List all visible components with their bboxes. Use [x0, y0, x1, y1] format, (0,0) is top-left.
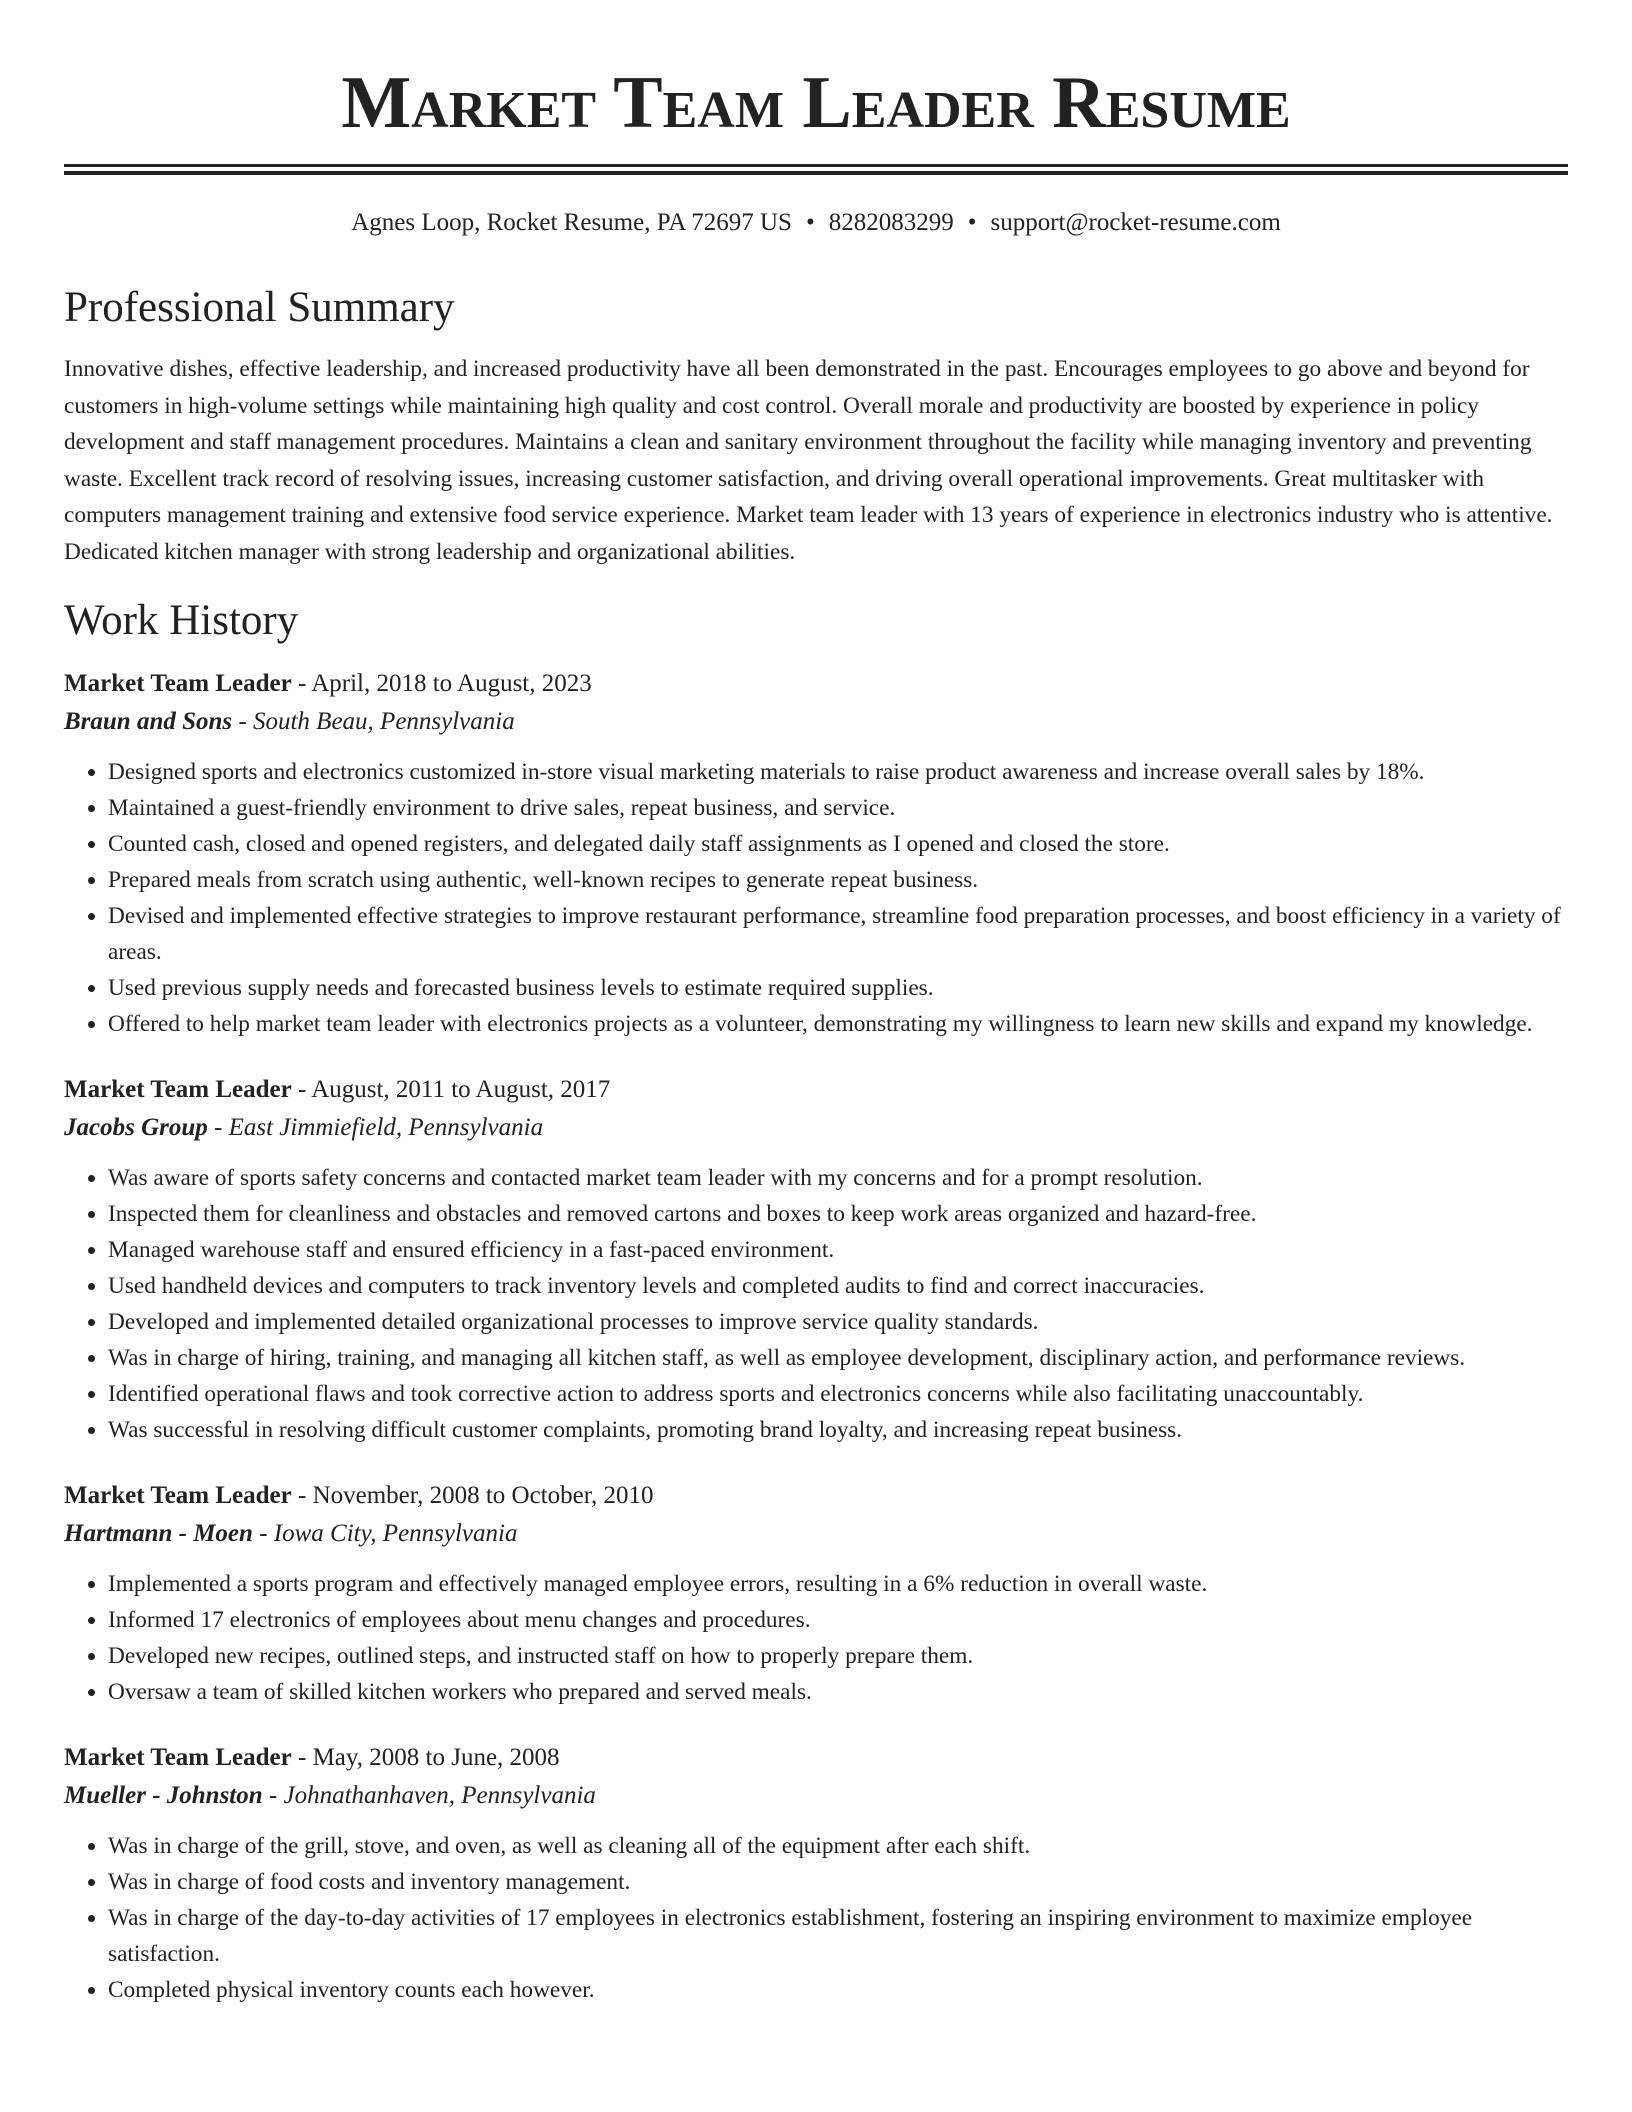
job-location: South Beau, Pennsylvania: [252, 708, 515, 735]
job-title: Market Team Leader: [64, 1744, 292, 1771]
job-dash: -: [291, 1744, 313, 1771]
job-dates: May, 2008 to June, 2008: [312, 1744, 560, 1771]
job-entry: [64, 666, 1568, 1042]
summary-heading: Professional Summary: [64, 284, 455, 331]
job-entry: [64, 1740, 1568, 2008]
work-history-list: [64, 666, 1568, 2008]
job-bullet: • Developed and implemented detailed organizational processes to improve service quality standards.: [108, 1304, 1568, 1340]
job-header: [64, 1478, 1568, 1514]
job-bullet: • Was successful in resolving difficult customer complaints, promoting brand loyalty, and increasing repeat business.: [108, 1412, 1568, 1448]
job-bullet: • Was in charge of hiring, training, and managing all kitchen staff, as well as employee development, disciplinary action, and performance reviews.: [108, 1340, 1568, 1376]
job-dates: November, 2008 to October, 2010: [312, 1482, 654, 1509]
job-company: Braun and Sons: [64, 708, 233, 735]
job-dash: -: [291, 1482, 313, 1509]
job-bullet: • Prepared meals from scratch using authentic, well-known recipes to generate repeat business.: [108, 862, 1568, 898]
job-bullet: • Used previous supply needs and forecasted business levels to estimate required supplies.: [108, 970, 1568, 1006]
job-bullet: • Maintained a guest-friendly environment to drive sales, repeat business, and service.: [108, 790, 1568, 826]
job-bullets: [64, 1160, 1568, 1448]
job-company-line: [64, 1778, 1568, 1814]
job-title: Market Team Leader: [64, 1076, 292, 1103]
job-dates: April, 2018 to August, 2023: [311, 670, 592, 697]
contact-phone: 8282083299: [828, 209, 954, 236]
job-bullet: • Used handheld devices and computers to track inventory levels and completed audits to find and correct inaccuracies.: [108, 1268, 1568, 1304]
job-dash: -: [207, 1114, 229, 1141]
job-bullets: [64, 754, 1568, 1042]
job-bullet: • Implemented a sports program and effectively managed employee errors, resulting in a 6% reduction in overall waste.: [108, 1566, 1568, 1602]
contact-separator: •: [967, 209, 977, 236]
job-company: Jacobs Group: [64, 1114, 208, 1141]
job-title: Market Team Leader: [64, 1482, 292, 1509]
job-title: Market Team Leader: [64, 670, 292, 697]
job-company-line: [64, 704, 1568, 740]
job-entry: [64, 1072, 1568, 1448]
job-company: Mueller - Johnston: [64, 1782, 263, 1809]
job-location: Johnathanhaven, Pennsylvania: [283, 1782, 596, 1809]
job-header: [64, 1072, 1568, 1108]
contact-email: support@rocket-resume.com: [990, 209, 1281, 236]
job-bullet: • Was in charge of food costs and inventory management.: [108, 1864, 1568, 1900]
job-dash: -: [262, 1782, 284, 1809]
job-company-line: [64, 1110, 1568, 1146]
job-bullets: [64, 1828, 1568, 2008]
job-bullet: • Informed 17 electronics of employees about menu changes and procedures.: [108, 1602, 1568, 1638]
job-location: Iowa City, Pennsylvania: [273, 1520, 518, 1547]
job-bullet: • Identified operational flaws and took corrective action to address sports and electronics concerns while also facilitating unaccountably.: [108, 1376, 1568, 1412]
job-bullet: • Devised and implemented effective strategies to improve restaurant performance, streamline food preparation processes, and boost efficiency in a variety of areas.: [108, 898, 1568, 970]
job-header: [64, 666, 1568, 702]
job-bullet: • Designed sports and electronics customized in-store visual marketing materials to raise product awareness and increase overall sales by 18%.: [108, 754, 1568, 790]
job-dash: -: [291, 1076, 312, 1103]
job-bullet: • Inspected them for cleanliness and obstacles and removed cartons and boxes to keep work areas organized and hazard-free.: [108, 1196, 1568, 1232]
job-company-line: [64, 1516, 1568, 1552]
job-bullet: • Was in charge of the day-to-day activities of 17 employees in electronics establishment, fostering an inspiring environment to maximize employee satisfaction.: [108, 1900, 1568, 1972]
job-location: East Jimmiefield, Pennsylvania: [228, 1114, 544, 1141]
job-dash: -: [252, 1520, 274, 1547]
contact-address: Agnes Loop, Rocket Resume, PA 72697 US: [351, 209, 792, 236]
job-dash: -: [291, 670, 312, 697]
job-header: [64, 1740, 1568, 1776]
job-bullet: • Was in charge of the grill, stove, and oven, as well as cleaning all of the equipment after each shift.: [108, 1828, 1568, 1864]
job-dates: August, 2011 to August, 2017: [311, 1076, 611, 1103]
contact-separator: •: [805, 209, 815, 236]
resume-page: [64, 0, 1568, 2008]
title-divider: [64, 164, 1568, 175]
job-bullet: • Offered to help market team leader with electronics projects as a volunteer, demonstrating my willingness to learn new skills and expand my knowledge.: [108, 1006, 1568, 1042]
contact-line: [64, 207, 1568, 239]
job-company: Hartmann - Moen: [64, 1520, 253, 1547]
job-bullet: • Managed warehouse staff and ensured efficiency in a fast-paced environment.: [108, 1232, 1568, 1268]
resume-title: Market Team Leader Resume: [341, 62, 1291, 144]
job-bullet: • Was aware of sports safety concerns and contacted market team leader with my concerns and for a prompt resolution.: [108, 1160, 1568, 1196]
job-bullets: [64, 1566, 1568, 1710]
job-entry: [64, 1478, 1568, 1710]
job-bullet: • Developed new recipes, outlined steps, and instructed staff on how to properly prepare them.: [108, 1638, 1568, 1674]
job-bullet: • Counted cash, closed and opened registers, and delegated daily staff assignments as I opened and closed the store.: [108, 826, 1568, 862]
job-bullet: • Oversaw a team of skilled kitchen workers who prepared and served meals.: [108, 1674, 1568, 1710]
work-history-heading: Work History: [64, 597, 299, 644]
summary-text: Innovative dishes, effective leadership, and increased productivity have all been demonstrated in the past. Encourages employees to go above and beyond for customers in high-volume settings while maintaining high quality and cost control. Overall morale and productivity are boosted by experience in policy development and staff management procedures. Maintains a clean and sanitary environment throughout the facility while managing inventory and preventing waste. Excellent track record of resolving issues, increasing customer satisfaction, and driving overall operational improvements. Great multitasker with computers management training and extensive food service experience. Market team leader with 13 years of experience in electronics industry who is attentive. Dedicated kitchen manager with strong leadership and organizational abilities.: [64, 356, 1553, 565]
job-dash: -: [232, 708, 253, 735]
job-bullet: • Completed physical inventory counts each however.: [108, 1972, 1568, 2008]
